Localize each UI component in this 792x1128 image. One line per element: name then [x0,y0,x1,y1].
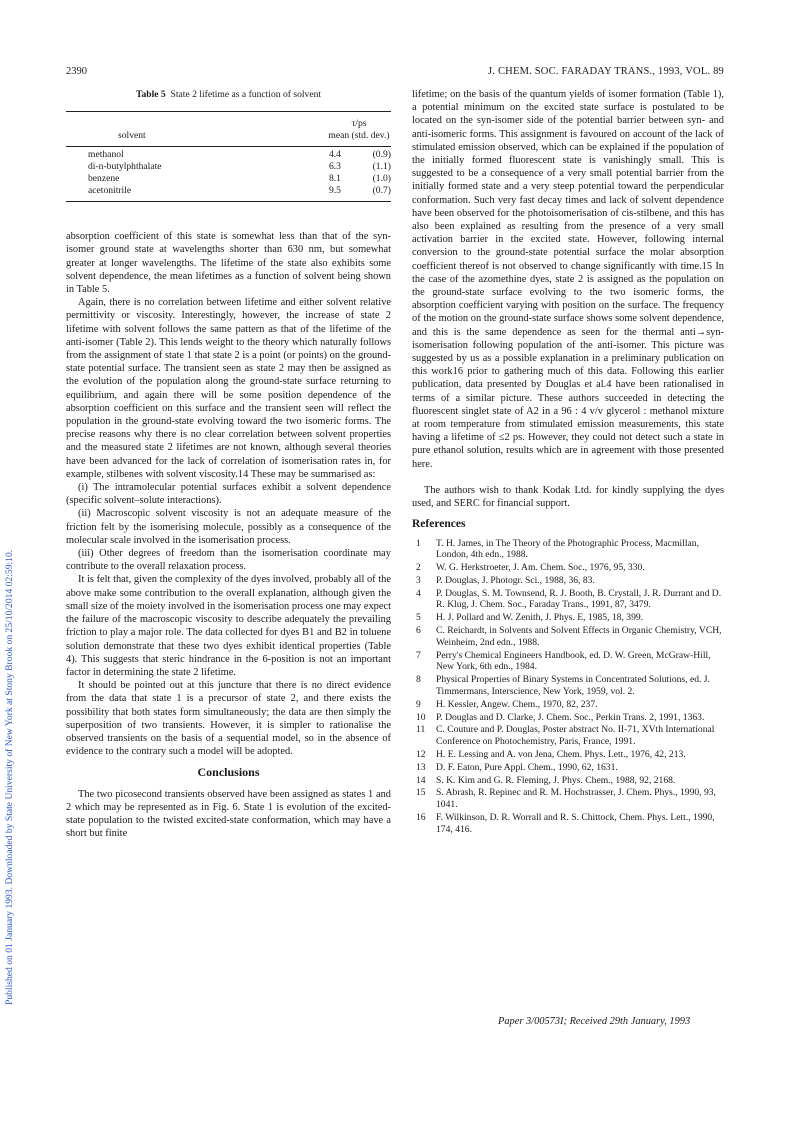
reference-list [412,538,724,836]
table-header-rule [66,146,391,147]
running-title: J. CHEM. SOC. FARADAY TRANS., 1993, VOL. 89 [488,66,724,77]
cell-solvent: benzene [88,173,120,185]
reference-item: 8 Physical Properties of Binary Systems in Concentrated Solutions, ed. J. Timmermans, Interscience, New York, 1959, vol. 2. [416,674,710,698]
cell-sd: (0.9) [372,149,391,161]
reference-item: 15 S. Abrash, R. Repinec and R. M. Hochstrasser, J. Chem. Phys., 1990, 93, 1041. [416,787,716,811]
table-label: Table 5 [135,89,166,100]
reference-item: 14 S. K. Kim and G. R. Fleming, J. Phys. Chem., 1988, 92, 2168. [416,774,676,786]
cell-sd: (0.7) [372,185,391,197]
col-header-lifetime [287,112,391,146]
reference-item: 6 C. Reichardt, in Solvents and Solvent Effects in Organic Chemistry, VCH, Weinheim, 2nd edn., 1988. [416,625,722,648]
table-row [66,173,391,185]
reference-item: 13 D. F. Eaton, Pure Appl. Chem., 1990, 62, 1631. [416,761,618,773]
reference-item: 12 H. E. Lessing and A. von Jena, Chem. Phys. Lett., 1976, 42, 213. [416,749,686,761]
cell-solvent: acetonitrile [88,185,132,197]
list-item: (iii) Other degrees of freedom than the isomerisation coordinate may contribute to the overall relaxation process. [66,548,391,573]
col-header-lifetime-unit: τ/ps [351,118,367,130]
cell-mean: 8.1 [328,173,341,185]
right-column [412,88,724,837]
reference-item: 2 W. G. Herkstroeter, J. Am. Chem. Soc., 1976, 95, 330. [416,562,645,574]
paper-footer: Paper 3/00573I; Received 29th January, 1993 [498,1016,691,1027]
table-title: State 2 lifetime as a function of solvent [170,89,322,100]
download-notice-text[interactable]: Published on 01 January 1993. Downloaded by State University of New York at Stony Brook on 25/10/2014 02:59:10. [4,549,15,1005]
body-paragraph: Again, there is no correlation between lifetime and either solvent relative permittivity or viscosity. Interestingly, however, the increase of state 2 lifetime with solvent follows the same pattern as that of the lifetime of the anti-isomer (Table 2). This lends weight to the theory which naturally follows from the assignment of state 1 that state 2 is a point (or points) on the ground-state potential surface. The transient seen as state 2 may then be assigned as the evolution of the population along the ground-state surface returning to equilibrium, and again there will be some position dependence of the absorption coefficient on this surface and the transient seen will reflect the population in the ground-state evolving toward the two isomeric forms. The precise reasons why there is no clear correlation between solvent properties and the measured state 2 lifetimes are not known, although several theories have been advanced for the lack of correlation of isomerisation rates in, for example, stilbenes with solvent viscosity.14 These may be summarised as: [66,297,391,480]
cell-mean: 6.3 [328,161,341,173]
download-notice[interactable] [4,185,18,1005]
cell-mean: 4.4 [328,149,341,161]
list-item: (ii) Macroscopic solvent viscosity is not an adequate measure of the friction felt by the isomerising molecule, possibly as a consequence of the molecular scale involved in the isomerisation process. [66,508,391,546]
table-row [66,185,391,197]
reference-item: 9 H. Kessler, Angew. Chem., 1970, 82, 237. [416,698,598,710]
reference-item: 7 Perry's Chemical Engineers Handbook, ed. D. W. Green, McGraw-Hill, New York, 6th edn., 1984. [416,649,711,673]
table-5-body [66,112,391,202]
reference-item: 3 P. Douglas, J. Photogr. Sci., 1988, 36, 83. [416,574,595,586]
cell-sd: (1.0) [372,173,391,185]
table-header-row [66,112,391,146]
cell-solvent: methanol [88,149,124,161]
cell-solvent: di-n-butylphthalate [88,161,162,173]
page-number: 2390 [66,66,87,77]
cell-mean: 9.5 [328,185,341,197]
body-paragraph: The two picosecond transients observed have been assigned as states 1 and 2 which may be represented as in Fig. 6. State 1 is evolution of the excited-state population to the twisted excited-state conformation, which may have a short but finite [66,788,391,840]
reference-item: 11 C. Couture and P. Douglas, Poster abstract No. II-71, XVth International Conference on Photochemistry, Paris, France, 1991. [416,724,715,748]
acknowledgements: The authors wish to thank Kodak Ltd. for kindly supplying the dyes used, and SERC for financial support. [412,484,724,510]
cell-sd: (1.1) [372,161,391,173]
table-row [66,149,391,161]
reference-item: 10 P. Douglas and D. Clarke, J. Chem. Soc., Perkin Trans. 2, 1991, 1363. [416,711,705,723]
table-row [66,161,391,173]
body-paragraph: It is felt that, given the complexity of the dyes involved, probably all of the above make some contribution to the overall explanation, although given the small size of the moiety involved in the isomerisation process one may expect the failure of the macroscopic viscosity to describe adequately the prevailing friction to play a major role. The data collected for dyes B1 and B2 in toluene solution demonstrate that these two dyes exhibit identical properties (Table 4). This suggests that steric hindrance in the 6-position is not an important factor in determining the state 2 lifetime. [66,574,391,678]
section-heading-conclusions: Conclusions [197,765,260,780]
col-header-lifetime-stat: mean (std. dev.) [328,130,390,142]
table-caption [66,88,391,101]
reference-item: 5 H. J. Pollard and W. Zenith, J. Phys. E, 1985, 18, 399. [416,612,644,624]
section-heading-references: References [412,518,466,531]
left-column [66,88,391,840]
reference-item: 4 P. Douglas, S. M. Townsend, R. J. Booth, B. Crystall, J. R. Durrant and D. R. Klug, J. Chem. Soc., Faraday Trans., 1991, 87, 3479. [416,587,722,611]
list-item: (i) The intramolecular potential surfaces exhibit a solvent dependence (specific solvent–solute interactions). [66,482,391,507]
reference-item: 1 T. H. James, in The Theory of the Photographic Process, Macmillan, London, 4th edn., 1988. [416,537,699,561]
col-header-solvent: solvent [118,130,146,142]
body-paragraph: It should be pointed out at this juncture that there is no direct evidence from the data that state 1 is a precursor of state 2, and there exists the possibility that both states form simultaneously; the data are then simply the superposition of two transients. However, it is simpler to rationalise the observed transients on the basis of a sequential model, so in the absence of evidence to the contrary such a model will be adopted. [66,680,391,758]
reference-item: 16 F. Wilkinson, D. R. Worrall and R. S. Chittock, Chem. Phys. Lett., 1990, 174, 416. [416,812,715,835]
table-5 [66,88,391,202]
body-paragraph: absorption coefficient of this state is somewhat less than that of the syn-isomer ground state at wavelengths shorter than 630 nm, but somewhat greater at longer wavelengths. The lifetime of the state also exhibits some solvent dependence, the mean lifetimes as a function of solvent being shown in Table 5. [66,231,391,296]
body-paragraph: lifetime; on the basis of the quantum yields of isomer formation (Table 1), a potential minimum on the excited state surface is postulated to be located on the syn-isomer side of the potential barrier between syn- and anti-isomeric forms. This assignment is favoured on account of the lack of stimulated emission observed, which can be explained if the population of the initially formed fluorescent state is vanishingly small. This is suggested to be a consequence of a very small potential barrier from the initially formed state and a very steep potential toward the perpendicular conformation. Such very fast decay times and lack of solvent dependence have been observed for the photoisomerisation of cis-stilbene, and this has also been explained as resulting from the presence of a very small activation barrier in the excited state. However, following internal conversion to the ground-state potential surface the molar absorption coefficient thereof is not observed to change significantly with time.15 In the case of the azomethine dyes, state 2 is assigned as the population on the ground-state surface evolving to the two isomeric forms, the absorption coefficient varying with position on the surface. The frequency of the motion on the ground-state surface shows some solvent dependence, and this is the same dependence as seen for the thermal anti→syn-isomerisation following population of the anti-isomer. This picture was suggested by us as a possible explanation in a preliminary publication on this work16 prior to gathering much of this data. Following this earlier publication, data presented by Douglas et al.4 have been rationalised in terms of a similar picture. These authors succeeded in detecting the fluorescent singlet state of A2 in a 96 : 4 v/v glycerol : methanol mixture at room temperature from stimulated emission measurements, this state having a lifetime of ≤2 ps. However, they could not detect such a state in pure ethanol solution, results which are in agreement with those presented here. [412,89,724,470]
